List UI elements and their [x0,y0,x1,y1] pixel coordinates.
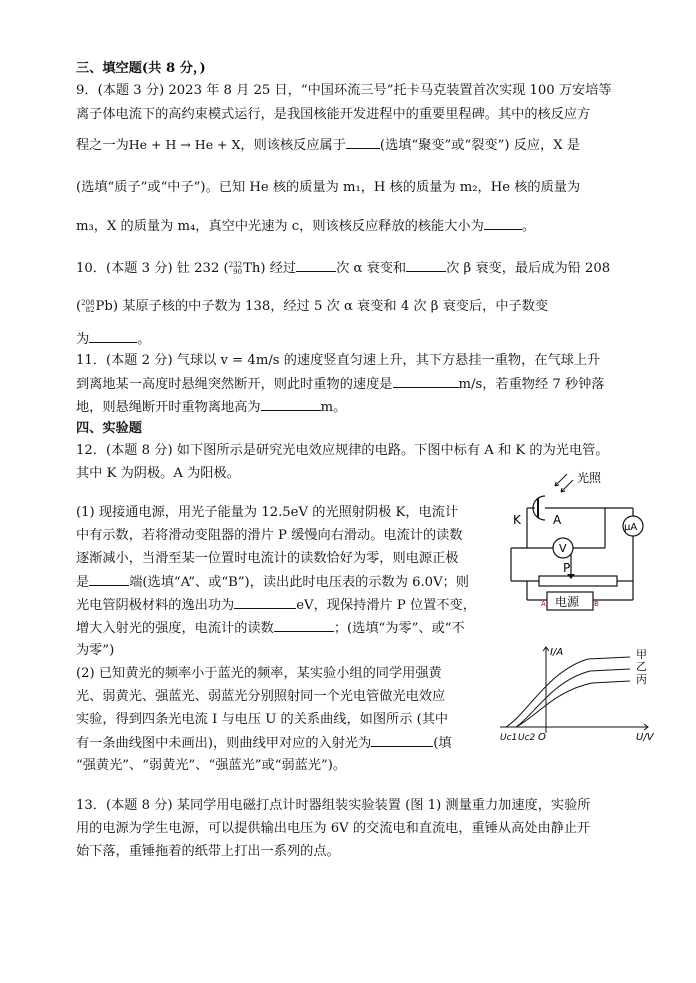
voltmeter-label: V [559,542,567,555]
q11-text: m/s，若重物经 7 秒钟落 [458,377,605,392]
q10-text: 次 β 衰变，最后成为铅 208 [446,261,611,276]
q10-text: 10．(本题 3 分) 钍 232 ( [76,261,229,276]
q13-line-3: 始下落，重锤拖着的纸带上打出一系列的点。 [76,844,340,859]
th-symbol: Th [243,261,261,276]
anode-label: A [553,513,562,527]
q12-part1-line-3: 逐渐减小，当滑至某一位置时电流计的读数恰好为零，则电源正极 [76,551,459,566]
q10-line-2 [76,298,548,316]
q11-blank-height[interactable] [261,398,321,411]
q10-text: ) 某原子核的中子数为 138，经过 5 次 α 衰变和 4 次 β 衰变后，中子数变 [112,299,549,314]
terminal-a-label: A [541,600,546,608]
curve-yi-label: 乙 [636,660,647,673]
q12-text: (填 [433,736,452,751]
q9-text: 程之一为 [76,138,129,153]
curve-jia-label: 甲 [636,648,647,661]
q9-text: (选填“质子”或“中子”)。已知 He 核的质量为 m₁，H 核的质量为 m₂，He 核的质量为 [76,180,581,195]
q10-blank-neutron[interactable] [89,330,137,343]
q12-text: ；(选填“为零”、或“不 [333,621,465,636]
q9-text: (选填“聚变”或“裂变”) 反应，X 是 [379,138,581,153]
light-arrows-icon [555,474,573,492]
q10-text: 为 [76,332,90,347]
photocell-icon [533,496,551,520]
q12-blank-reading[interactable] [274,619,334,632]
ammeter-label: μA [624,522,638,533]
q12-text: 光电管阴极材料的逸出功为 [76,598,235,613]
slider-label: P [563,561,571,575]
q12-line-1: 12．(本题 8 分) 如下图所示是研究光电效应规律的电路。下图中标有 A 和 K 的为光电管。 [76,443,609,458]
q13-line-2: 用的电源为学生电源，可以提供输出电压为 6V 的交流电和直流电，重锤从高处由静止开 [76,821,591,836]
q10-line-1 [76,259,610,278]
q12-part2-line-1: (2) 已知黄光的频率小于蓝光的频率，某实验小组的同学用强黄 [76,666,442,681]
uc1-label: Uc1 [500,733,518,743]
source-label: 电源 [555,595,580,609]
q12-part2-line-2: 光、弱黄光、强蓝光、弱蓝光分别照射同一个光电管做光电效应 [76,689,446,704]
section-title-fill-blank: 三、填空题(共 8 分，) [76,61,206,76]
origin-label: O [538,732,546,743]
q12-part1-line-4 [76,573,469,592]
th-nuclide: 232 90 Th [228,260,261,276]
q13-line-1: 13．(本题 8 分) 某同学用电磁打点计时器组装实验装置 (图 1) 测量重力加速度，实验所 [76,798,591,813]
curve-bing-label: 丙 [636,673,647,686]
pb-nuclide: 208 82 Pb [81,298,113,314]
q12-part1-line-6 [76,619,465,638]
q12-text: 有一条曲线图中未画出)，则曲线甲对应的入射光为 [76,736,372,751]
q11-line-3 [76,398,346,417]
q11-line-1: 11．(本题 2 分) 气球以 v = 4m/s 的速度竖直匀速上升，其下方悬挂一重物，在气球上升 [76,353,601,368]
q12-blank-light[interactable] [371,734,433,747]
q12-part1-line-1: (1) 现接通电源，用光子能量为 12.5eV 的光照射阴极 K，电流计 [76,505,459,520]
q12-part2-line-4 [76,734,452,753]
q11-text: 地，则悬绳断开时重物离地高为 [76,400,261,415]
x-axis-label: U/V [636,732,654,743]
q12-text: 端(选填“A”、或“B”)，读出此时电压表的示数为 6.0V；则 [129,575,469,590]
q12-text: eV，现保持滑片 P 位置不变， [296,598,476,613]
q9-blank-3[interactable] [484,217,522,230]
photoelectric-circuit-diagram [505,468,655,618]
q9-line-2: 离子体电流下的高约束模式运行，是我国核能开发进程中的重要里程碑。其中的核反应方 [76,107,591,122]
q10-line-3: 为 。 [76,332,151,347]
curve-bing [516,681,630,727]
q9-line-5: m₃，X 的质量为 m₄，真空中光速为 c，则该核反应释放的核能大小为 。 [76,219,535,234]
cathode-label: K [513,513,521,527]
light-label: 光照 [577,471,602,485]
curve-yi [516,669,630,727]
q11-text: m。 [320,400,347,415]
q11-line-2 [76,375,605,394]
q12-blank-work-function[interactable] [234,596,296,609]
q12-blank-terminal[interactable] [89,573,129,586]
q12-part2-line-5: “强黄光”、“弱黄光”、“强蓝光”或“弱蓝光”)。 [76,758,347,773]
terminal-b-label: B [594,600,599,608]
q9-line-3 [76,136,580,155]
q10-text: 次 α 衰变和 [336,261,407,276]
q9-line-1: 9．(本题 3 分) 2023 年 8 月 25 日，“中国环流三号”托卡马克装置首次实现 100 万安培等 [76,83,612,98]
q12-line-2: 其中 K 为阴极。A 为阳极。 [76,466,240,481]
q12-part1-line-7: 为零”) [76,643,115,658]
q10-blank-alpha[interactable] [296,259,336,272]
q9-text: ，则该核反应属于 [240,138,346,153]
section-title-experiment: 四、实验题 [76,421,142,436]
q12-text: 是 [76,575,90,590]
q9-reaction: He + H → He + X [128,137,241,152]
q11-text: 到离地某一高度时悬绳突然断开，则此时重物的速度是 [76,377,393,392]
q9-line-4 [76,178,580,197]
q10-text: ( [76,299,82,314]
iv-curve-graph [498,643,660,743]
q11-blank-speed[interactable] [393,375,459,388]
q12-text: 增大入射光的强度，电流计的读数 [76,621,274,636]
q10-text: ) 经过 [260,261,297,276]
uc2-label: Uc2 [518,733,536,743]
q12-part2-line-3: 实验，得到四条光电流 I 与电压 U 的关系曲线，如图所示 (其中 [76,712,449,727]
q10-blank-beta[interactable] [406,259,446,272]
curve-jia [506,657,630,727]
q12-part1-line-5 [76,596,476,615]
rheostat-icon [539,576,617,586]
q9-text: m₃，X 的质量为 m₄，真空中光速为 c，则该核反应释放的核能大小为 [76,219,484,234]
y-axis-label: I/A [550,647,564,658]
q9-blank-1[interactable] [346,136,380,149]
q12-part1-line-2: 中有示数，若将滑动变阻器的滑片 P 缓慢向右滑动。电流计的读数 [76,528,463,543]
pb-symbol: Pb [95,299,113,314]
